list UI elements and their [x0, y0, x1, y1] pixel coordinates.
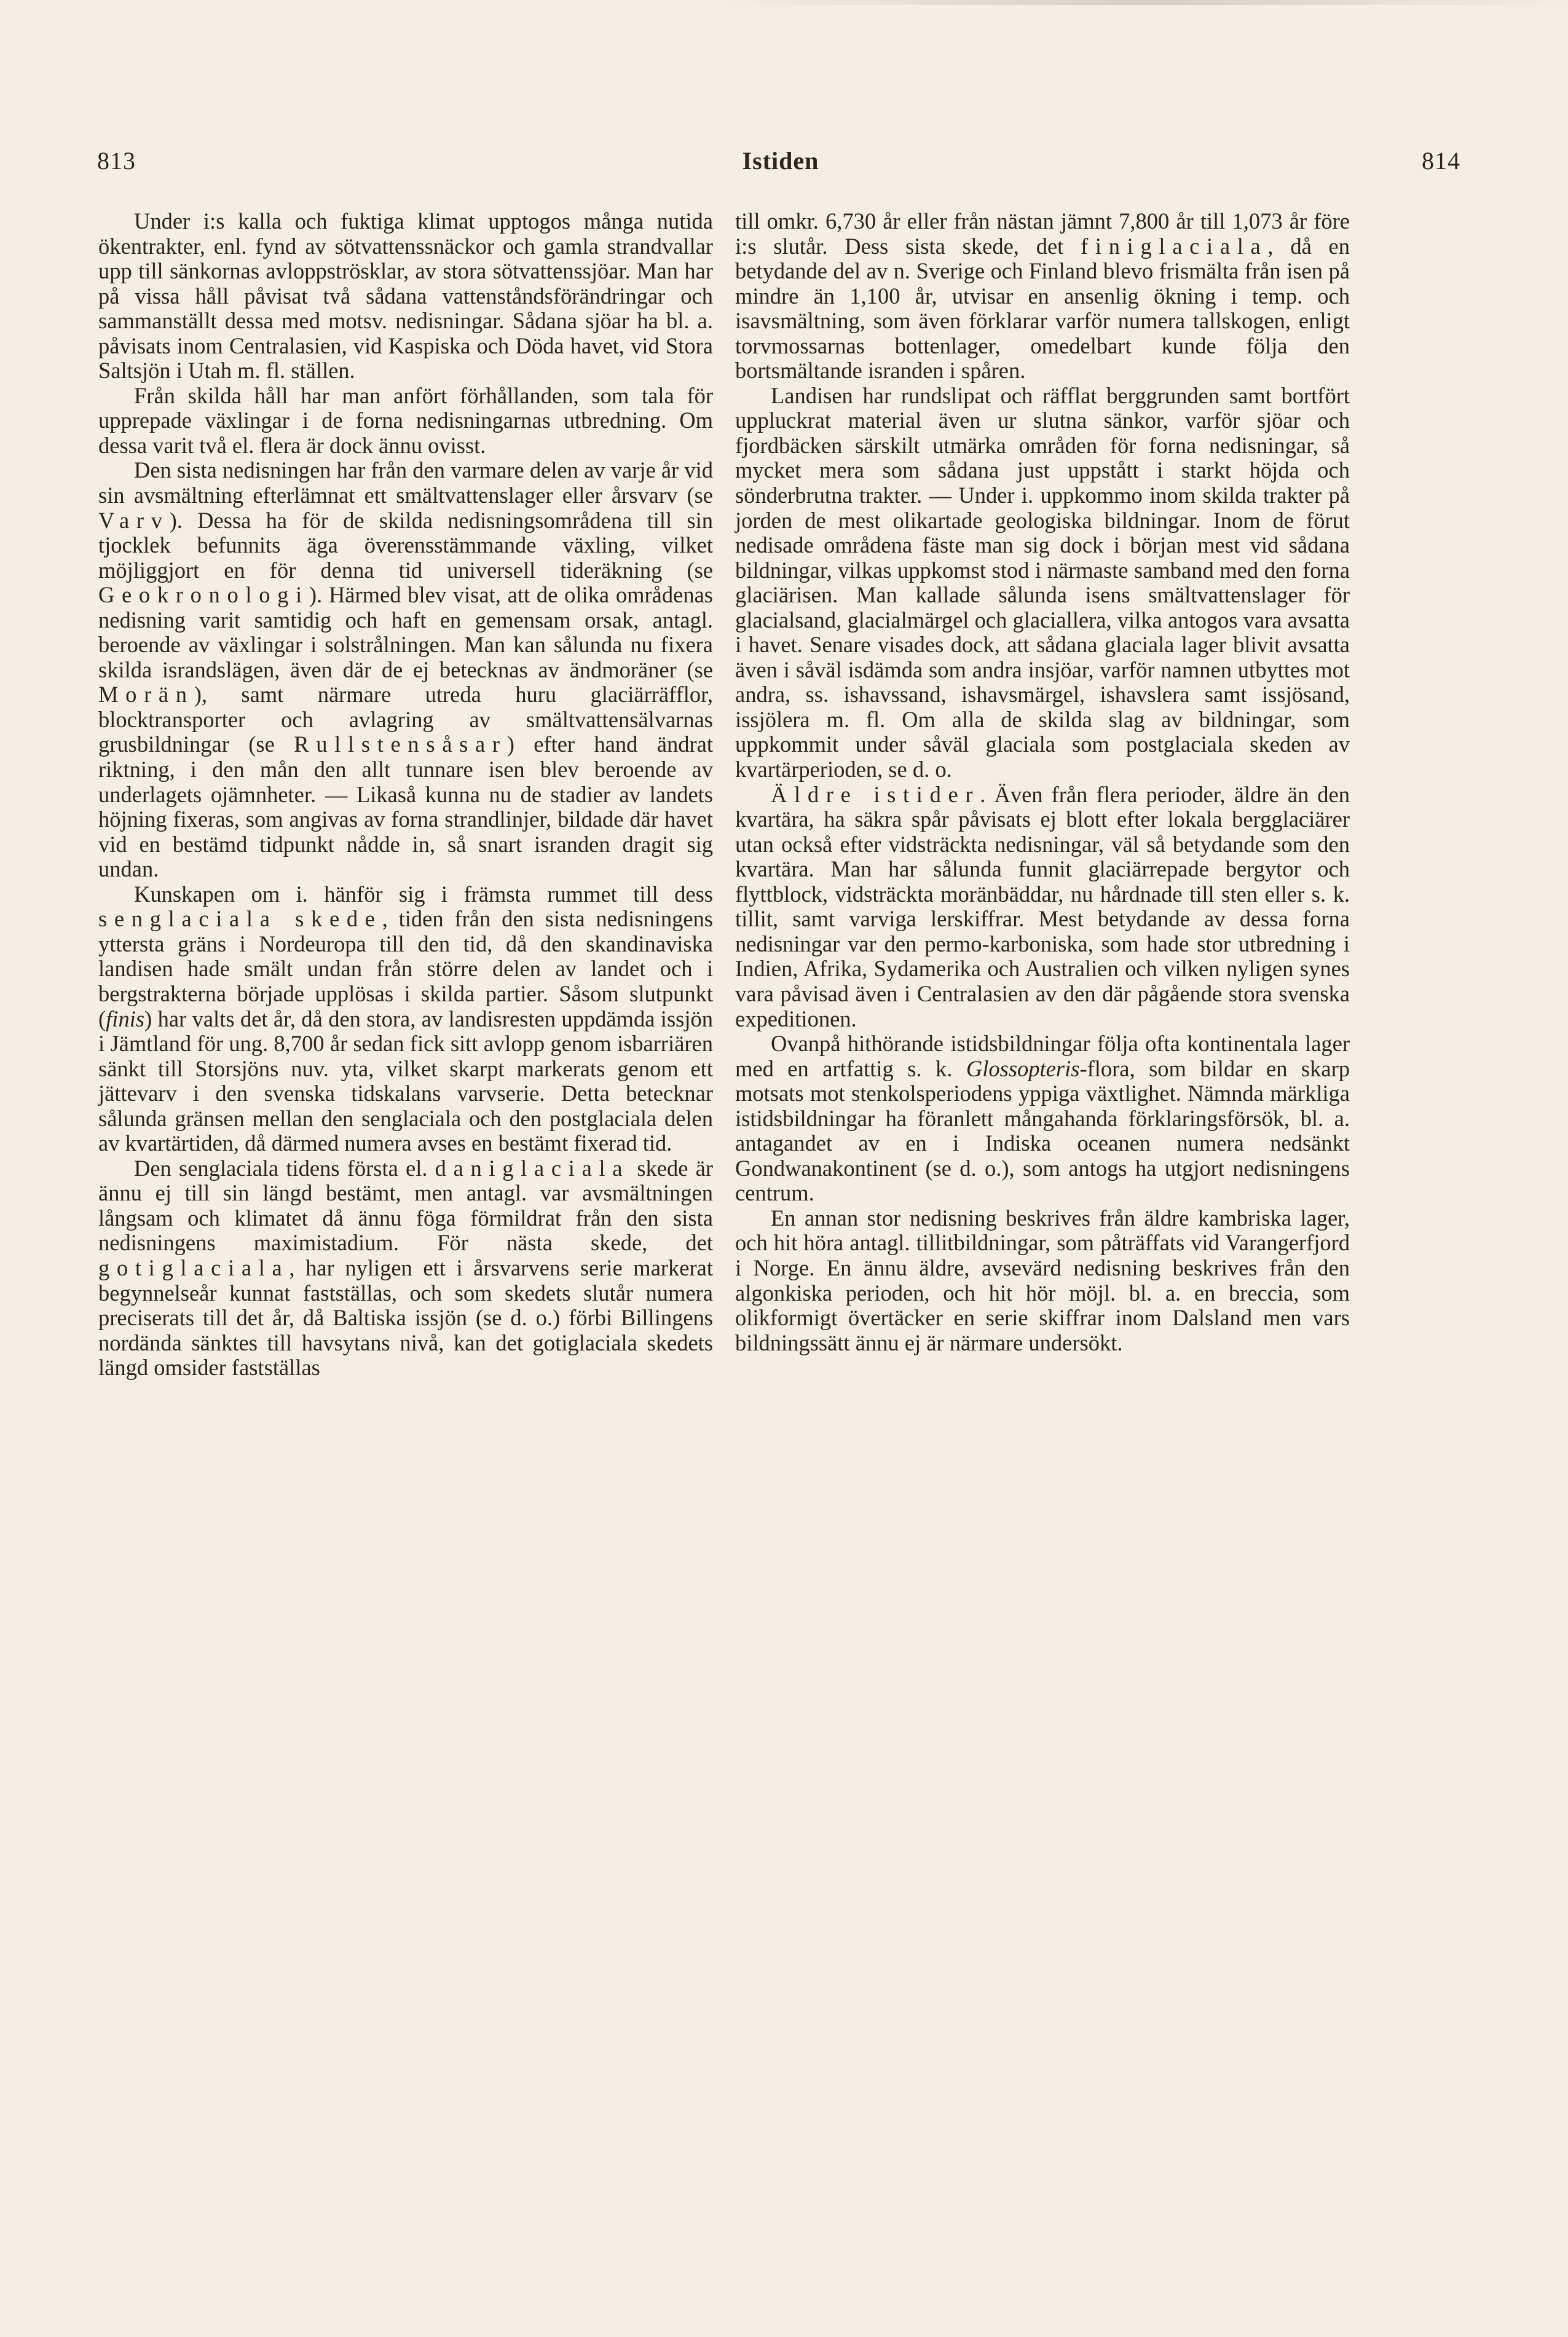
running-title: Istiden [742, 147, 819, 175]
emphasis-term: finiglaciala [1081, 233, 1268, 259]
page-header [92, 146, 1469, 189]
italic-term: finis [106, 1006, 145, 1031]
text-run: Kunskapen om i. hänför sig i främsta rummet till dess [134, 881, 713, 907]
text-run: . Även från flera perioder, äldre än den kvartära, ha säkra spår påvisats ej blott efter lokala bergglaciärer utan också efter vidsträckta nedisningar, väl så betydande som den kvartära. Man har sålunda funnit glaciärrepade bergytor och flyttblock, vidsträckta moränbäddar, nu hårdnade till sten eller s. k. tillit, samt varviga lerskiffrar. Mest betydande av dessa forna nedisningar var den permo-karboniska, som hade stor utbredning i Indien, Afrika, Sydamerika och Australien och vilken nyligen synes vara påvisad även i Centralasien av den där pågående stora svenska expeditionen. [735, 781, 1350, 1031]
text-run: ). Härmed blev visat, att de olika områdenas nedisning varit samtidig och haft en gemensam orsak, antagl. beroende av växlingar i solstrålningen. Man kan sålunda nu fixera skilda israndslägen, även där de ej betecknas av ändmoräner (se [98, 582, 713, 682]
paragraph [735, 209, 1350, 384]
paragraph: En annan stor nedisning beskrives från äldre kambriska lager, och hit höra antagl. tillitbildningar, som påträffats vid Varangerfjord i Norge. En ännu äldre, avsevärd nedisning beskrives från den algonkiska perioden, och hit hör möjl. bl. a. en breccia, som olikformigt övertäcker en serie skiffrar inom Dalsland men vars bildningssätt ännu ej är närmare undersökt. [735, 1205, 1350, 1355]
paragraph [735, 1031, 1350, 1206]
cross-reference: Rullstensåsar [294, 731, 507, 757]
text-run: , tiden från den sista nedisningens yttersta gräns i Nordeuropa till den tid, då den skandinaviska landisen hade smält undan från större delen av landet och i bergstrakterna började upplösas i skilda partier. Såsom slutpunkt ( [98, 906, 713, 1031]
emphasis-term: gotiglaciala [98, 1255, 290, 1280]
section-heading: Äldre istider [771, 781, 980, 807]
text-run: Den sista nedisningen har från den varmare delen av varje år vid sin avsmältning efterlämnat ett smältvattenslager eller årsvarv (se [98, 457, 713, 508]
cross-reference: Varv [98, 507, 170, 533]
emphasis-term: daniglaciala [435, 1155, 630, 1181]
cross-reference: Geokronologi [98, 582, 309, 608]
paragraph: Under i:s kalla och fuktiga klimat upptogos många nutida ökentrakter, enl. fynd av sötvattenssnäckor och gamla strandvallar upp till sänkornas avloppströsklar, av stora sötvattenssjöar. Man har på vissa håll påvisat två sådana vattenståndsförändringar och sammanställt dessa med motsv. nedisningar. Sådana sjöar ha bl. a. påvisats inom Centralasien, vid Kaspiska och Döda havet, vid Stora Saltsjön i Utah m. fl. ställen. [98, 208, 713, 384]
text-run: ). Dessa ha för de skilda nedisningsområdena till sin tjocklek befunnits äga överensstämmande växling, vilket möjliggjort en för denna tid universell tideräkning (se [98, 507, 713, 583]
paper-edge-stain [725, 0, 1568, 5]
text-run: , har nyligen ett i årsvarvens serie markerat begynnelseår kunnat fastställas, och som skedets slutår numera preciserats till det år, då Baltiska issjön (se d. o.) förbi Billingens nordända sänktes till havsytans nivå, kan det gotiglaciala skedets längd omsider fastställas [98, 1255, 713, 1381]
paragraph [98, 882, 713, 1156]
right-column [735, 209, 1350, 1355]
page-number-left: 813 [97, 147, 136, 175]
text-run: skede är ännu ej till sin längd bestämt, men antagl. var avsmältningen långsam och klimatet då ännu föga förmildrat från den sista nedisningens maximistadium. För nästa skede, det [98, 1155, 714, 1256]
left-column [98, 209, 713, 1381]
page-number-right: 814 [1422, 147, 1460, 175]
emphasis-term: senglaciala skede [98, 906, 382, 932]
text-run: , då en betydande del av n. Sverige och Finland blevo frismälta från isen på mindre än 1,100 år, utvisar en ansenlig ökning i temp. och isavsmältning, som även förklarar varför numera tallskogen, enligt torvmossarnas bottenlager, omedelbart kunde följa den bortsmältande isranden i spåren. [735, 233, 1350, 384]
paragraph [735, 782, 1350, 1031]
text-run: -flora, som bildar en skarp motsats mot stenkolsperiodens yppiga växtlighet. Nämnda märkliga istidsbildningar ha föranlett mångahanda förklaringsförsök, bl. a. antagandet av en i Indiska oceanen numera nedsänkt Gondwanakontinent (se d. o.), som antogs ha utgjort nedisningens centrum. [735, 1055, 1350, 1206]
italic-term: Glossopteris [966, 1055, 1080, 1081]
paragraph: Från skilda håll har man anfört förhållanden, som tala för upprepade växlingar i de forna nedisningarnas utbredning. Om dessa varit två el. flera är dock ännu ovisst. [98, 382, 713, 458]
paragraph [98, 458, 713, 881]
text-run: Ovanpå hithörande istidsbildningar följa ofta kontinentala lager med en artfattig s. k. [735, 1031, 1350, 1081]
text-run: Den senglaciala tidens första el. [134, 1155, 435, 1181]
paragraph: Landisen har rundslipat och räfflat berggrunden samt bortfört uppluckrat material även ur slutna sänkor, varför sjöar och fjordbäcken särskilt utmärka områden för forna nedisningar, så mycket mera som sådana just uppstått i starkt höjda och sönderbrutna trakter. — Under i. uppkommo inom skilda trakter på jorden de mest olikartade geologiska bildningar. Inom de förut nedisade områdena fäste man sig dock i början mest vid sådana bildningar, vilkas uppkomst stod i närmaste samband med den forna glaciärisen. Man kallade sålunda isens smältvattenslager för glacialsand, glacialmärgel och glaciallera, vilka antogos vara avsatta i havet. Senare visades dock, att sådana glaciala lager blivit avsatta även i såväl isdämda som andra insjöar, varför namnen utbyttes mot andra, ss. ishavssand, ishavsmärgel, ishavslera samt issjösand, issjölera m. fl. Om alla de skilda slag av bildningar, som uppkommit under såväl glaciala som postglaciala skeden av kvartärperioden, se d. o. [735, 382, 1350, 782]
text-run: ), samt närmare utreda huru glaciärräfflor, blocktransporter och avlagring av smältvattensälvarnas grusbildningar (se [98, 682, 713, 757]
cross-reference: Morän [98, 682, 194, 707]
text-run: till omkr. 6,730 år eller från nästan jämnt 7,800 år till 1,073 år före i:s slutår. Dess sista skede, det [735, 208, 1350, 259]
paragraph [98, 1156, 713, 1381]
text-run: ) har valts det år, då den stora, av landisresten uppdämda issjön i Jämtland för ung. 8,700 år sedan fick sitt avlopp genom isbarriären sänkt till Storsjöns nuv. yta, vilket skarpt markerats genom ett jättevarv i den svenska tidskalans varvserie. Detta betecknar sålunda gränsen mellan den senglaciala och den postglaciala delen av kvartärtiden, då därmed numera avses en bestämt fixerad tid. [98, 1006, 713, 1156]
text-run: ) efter hand ändrat riktning, i den mån den allt tunnare isen blev beroende av underlagets ojämnheter. — Likaså kunna nu de stadier av landets höjning fixeras, som angivas av forna strandlinjer, bildade där havet vid en bestämd tidpunkt nådde in, så snart isranden dragit sig undan. [98, 731, 713, 882]
